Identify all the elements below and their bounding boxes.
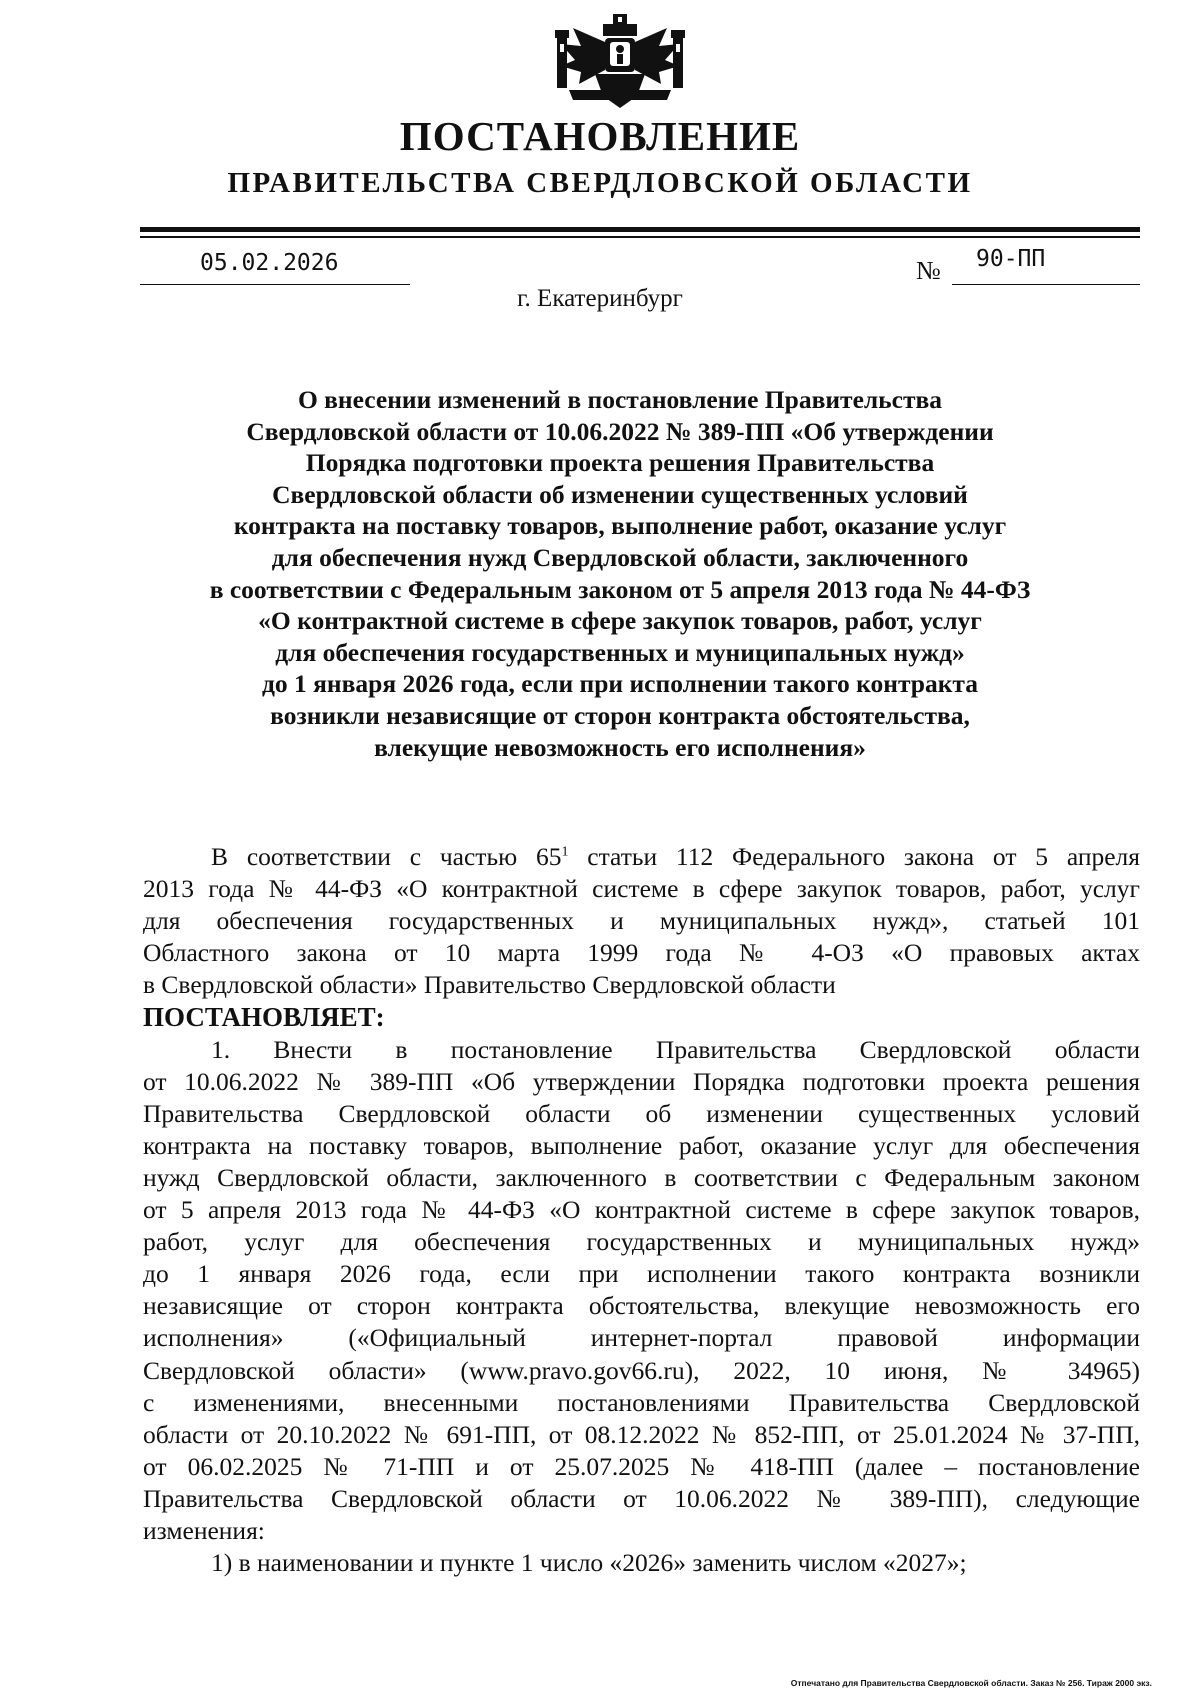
title-line: Свердловской области от 10.06.2022 № 389-ПП «Об утверждении [246,416,994,446]
item-line: Правительства Свердловской области об изменении существенных условий [143,1098,1140,1128]
title-line: О внесении изменений в постановление Правительства [297,385,943,414]
item-line: до 1 января 2026 года, если при исполнении такого контракта возникли [143,1259,1140,1289]
number-field [952,244,1140,285]
item-line: от 10.06.2022 № 389-ПП «Об утверждении Порядка подготовки проекта решения [143,1066,1140,1096]
date-field [140,248,410,285]
preamble-line: Областного закона от 10 марта 1999 года № 4-ОЗ «О правовых актах [143,938,1140,968]
document-title [170,384,1070,763]
subitem-1: 1) в наименовании и пункте 1 число «2026» заменить числом «2027»; [211,1548,967,1578]
item-line: независящие от сторон контракта обстоятельства, влекущие невозможность его [143,1291,1140,1321]
preamble-line: в Свердловской области» Правительство Свердловской области [143,970,836,1000]
item-line: изменения: [143,1515,265,1545]
superscript-index: 1 [561,844,569,860]
header-divider-thin [140,236,1140,238]
item-1-paragraph [143,1034,1140,1548]
document-type: ПОСТАНОВЛЕНИЕ [399,113,801,159]
preamble-line: 2013 года № 44-ФЗ «О контрактной системе в сфере закупок товаров, работ, услуг [143,874,1140,904]
item-line: нужд Свердловской области, заключенного в соответствии с Федеральным законом [143,1162,1140,1192]
title-line: для обеспечения государственных и муниципальных нужд» [275,637,965,667]
sverdlovsk-coat-of-arms-icon [555,12,685,114]
title-line: в соответствии с Федеральным законом от 5 апреля 2013 года № 44-ФЗ [209,574,1031,604]
item-line: от 06.02.2025 № 71-ПП и от 25.07.2025 № 418-ПП (далее – постановление [143,1451,1140,1481]
item-line: 1. Внести в постановление Правительства Свердловской области [211,1034,1140,1064]
title-line: Порядка подготовки проекта решения Правительства [305,448,935,478]
item-line: работ, услуг для обеспечения государственных и муниципальных нужд» [143,1227,1140,1257]
preamble-text: статьи 112 Федерального закона от 5 апреля [568,842,1140,871]
decree-word: ПОСТАНОВЛЯЕТ: [143,1002,385,1033]
header-divider-thick [140,227,1140,232]
item-line: Правительства Свердловской области от 10.06.2022 № 389-ПП), следующие [143,1483,1140,1513]
title-line: контракта на поставку товаров, выполнение работ, оказание услуг [233,511,1007,541]
city-name: г. Екатеринбург [517,285,683,312]
document-number: 90-ПП [976,246,1046,272]
document-date: 05.02.2026 [200,250,339,276]
title-line: для обеспечения нужд Свердловской области, заключенного [271,542,969,572]
print-footer: Отпечатано для Правительства Свердловской области. Заказ № 256. Тираж 2000 экз. [790,1678,1152,1688]
title-line: влекущие невозможность его исполнения» [374,732,866,762]
item-line: исполнения» («Официальный интернет-портал правовой информации [143,1323,1140,1353]
preamble-line [143,841,1140,873]
title-line: Свердловской области об изменении существенных условий [272,479,968,509]
issuer-name: ПРАВИТЕЛЬСТВА СВЕРДЛОВСКОЙ ОБЛАСТИ [227,167,973,199]
item-line: контракта на поставку товаров, выполнение работ, оказание услуг для обеспечения [143,1130,1140,1160]
item-line: с изменениями, внесенными постановлениями Правительства Свердловской [143,1387,1140,1417]
document-body [143,841,1140,1579]
number-sign: № [916,256,941,285]
preamble-text: В соответствии с частью 65 [211,842,562,871]
title-line: до 1 января 2026 года, если при исполнении такого контракта [261,669,978,699]
title-line: возникли независящие от сторон контракта обстоятельства, [270,700,970,730]
title-line: «О контрактной системе в сфере закупок товаров, работ, услуг [258,606,982,636]
preamble-paragraph [143,841,1140,1001]
item-line: от 5 апреля 2013 года № 44-ФЗ «О контрактной системе в сфере закупок товаров, [143,1195,1140,1225]
preamble-line: для обеспечения государственных и муниципальных нужд», статьей 101 [143,906,1140,936]
item-line: области от 20.10.2022 № 691-ПП, от 08.12.2022 № 852-ПП, от 25.01.2024 № 37-ПП, [143,1419,1140,1449]
item-line: Свердловской области» (www.pravo.gov66.ru), 2022, 10 июня, № 34965) [143,1355,1140,1385]
